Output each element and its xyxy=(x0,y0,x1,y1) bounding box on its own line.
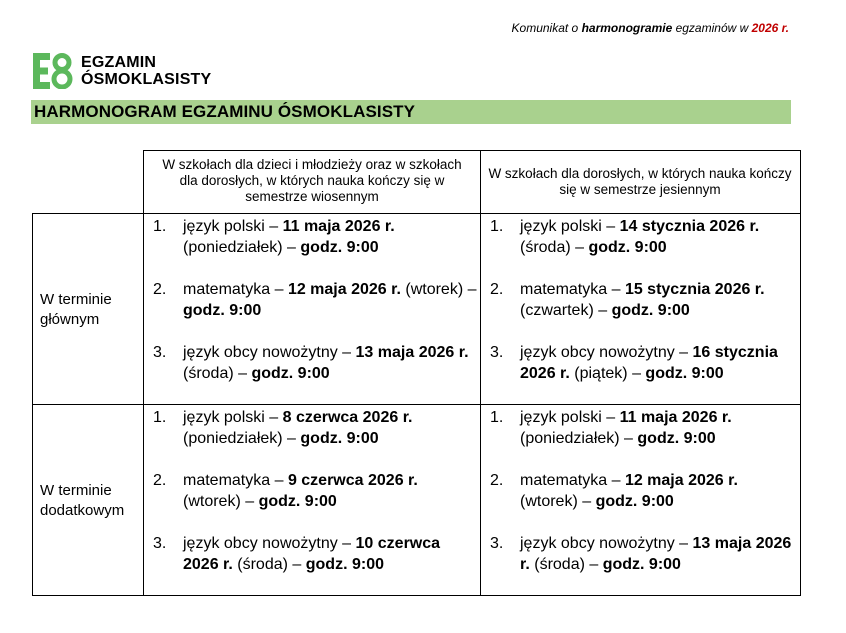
exam-subject: język obcy nowożytny – xyxy=(520,535,693,552)
cell-additional-autumn xyxy=(482,407,792,596)
exam-day: (środa) – xyxy=(520,239,589,256)
cell-main-autumn xyxy=(482,216,792,405)
exam-number: 1. xyxy=(153,218,167,235)
exam-number: 2. xyxy=(490,472,504,489)
exam-date: 9 czerwca 2026 r. xyxy=(287,472,418,489)
page-title: HARMONOGRAM EGZAMINU ÓSMOKLASISTY xyxy=(34,102,416,121)
exam-date: 13 maja 2026 r. xyxy=(355,344,469,361)
table-border-header xyxy=(32,213,801,214)
exam-time: godz. 9:00 xyxy=(251,365,330,382)
table-border-top xyxy=(143,150,801,151)
exam-date: 12 maja 2026 r. xyxy=(287,281,401,298)
exam-subject: język polski – xyxy=(183,409,283,426)
exam-number: 1. xyxy=(490,409,504,426)
exam-number: 2. xyxy=(490,281,504,298)
exam-day: (poniedziałek) – xyxy=(520,430,638,447)
exam-number: 2. xyxy=(153,281,167,298)
exam-number: 2. xyxy=(153,472,167,489)
exam-date: 15 stycznia 2026 r. xyxy=(624,281,765,298)
header-note-prefix: Komunikat o xyxy=(511,21,582,35)
exam-time: godz. 9:00 xyxy=(602,556,681,573)
exam-day: (poniedziałek) – xyxy=(183,430,301,447)
exam-item xyxy=(482,279,792,321)
exam-time: godz. 9:00 xyxy=(595,493,674,510)
exam-item xyxy=(145,407,477,449)
exam-item xyxy=(145,279,477,321)
exam-time: godz. 9:00 xyxy=(300,430,379,447)
cell-main-spring xyxy=(145,216,477,405)
column-header-spring: W szkołach dla dzieci i młodzieży oraz w szkołach dla dorosłych, w których nauka kończy się w semestrze wiosennym xyxy=(162,157,462,204)
exam-time: godz. 9:00 xyxy=(300,239,379,256)
exam-subject: matematyka – xyxy=(183,472,288,489)
exam-day: (wtorek) – xyxy=(183,493,259,510)
exam-subject: język polski – xyxy=(520,409,620,426)
header-note-bold: harmonogramie xyxy=(581,21,673,35)
exam-date: 11 maja 2026 r. xyxy=(619,409,732,426)
exam-day: (środa) – xyxy=(232,556,306,573)
exam-item xyxy=(482,216,792,258)
exam-list xyxy=(482,407,792,575)
exam-number: 3. xyxy=(490,344,504,361)
exam-date: 13 maja 2026 r. xyxy=(520,535,792,573)
row-header-additional: W terminie dodatkowym xyxy=(40,482,125,519)
exam-item xyxy=(145,470,477,512)
exam-date: 8 czerwca 2026 r. xyxy=(282,409,413,426)
logo-line-2: ÓSMOKLASISTY xyxy=(81,71,212,88)
exam-day: (czwartek) – xyxy=(520,302,612,319)
exam-date: 14 stycznia 2026 r. xyxy=(619,218,760,235)
exam-number: 3. xyxy=(153,344,167,361)
exam-item xyxy=(482,407,792,449)
exam-subject: język polski – xyxy=(520,218,620,235)
exam-time: godz. 9:00 xyxy=(183,302,262,319)
exam-subject: język obcy nowożytny – xyxy=(183,535,356,552)
exam-date: 10 czerwca 2026 r. xyxy=(183,535,441,573)
exam-subject: matematyka – xyxy=(520,472,625,489)
exam-date: 16 stycznia 2026 r. xyxy=(520,344,778,382)
exam-time: godz. 9:00 xyxy=(611,302,690,319)
exam-day: (środa) – xyxy=(529,556,603,573)
exam-item xyxy=(482,342,792,384)
exam-subject: język polski – xyxy=(183,218,283,235)
table-border-col2 xyxy=(480,150,481,596)
exam-item xyxy=(482,533,792,575)
exam-subject: język obcy nowożytny – xyxy=(183,344,356,361)
exam-date: 12 maja 2026 r. xyxy=(624,472,738,489)
exam-list xyxy=(482,216,792,384)
exam-day: (wtorek) – xyxy=(400,281,477,298)
exam-day: (piątek) – xyxy=(569,365,646,382)
exam-time: godz. 9:00 xyxy=(588,239,667,256)
exam-item xyxy=(145,533,477,575)
exam-day: (poniedziałek) – xyxy=(183,239,301,256)
exam-subject: język obcy nowożytny – xyxy=(520,344,693,361)
exam-date: 11 maja 2026 r. xyxy=(282,218,395,235)
table-border-col1 xyxy=(143,150,144,596)
exam-day: (wtorek) – xyxy=(520,493,596,510)
exam-number: 3. xyxy=(153,535,167,552)
exam-number: 1. xyxy=(490,218,504,235)
exam-subject: matematyka – xyxy=(520,281,625,298)
exam-time: godz. 9:00 xyxy=(258,493,337,510)
exam-day: (środa) – xyxy=(183,365,252,382)
exam-item xyxy=(145,216,477,258)
table-border-right xyxy=(800,150,801,596)
exam-number: 1. xyxy=(153,409,167,426)
exam-subject: matematyka – xyxy=(183,281,288,298)
exam-time: godz. 9:00 xyxy=(305,556,384,573)
header-note-mid: egzaminów w xyxy=(672,21,752,35)
column-header-autumn: W szkołach dla dorosłych, w których nauka kończy się w semestrze jesiennym xyxy=(488,166,792,197)
exam-time: godz. 9:00 xyxy=(637,430,716,447)
row-header-main: W terminie głównym xyxy=(40,291,112,328)
exam-number: 3. xyxy=(490,535,504,552)
exam-item xyxy=(145,342,477,384)
exam-time: godz. 9:00 xyxy=(645,365,724,382)
table-border-left xyxy=(32,213,33,596)
cell-additional-spring xyxy=(145,407,477,596)
exam-item xyxy=(482,470,792,512)
logo-line-1: EGZAMIN xyxy=(81,54,157,71)
exam-list xyxy=(145,407,477,575)
exam-list xyxy=(145,216,477,384)
header-note-year: 2026 r. xyxy=(751,21,789,35)
